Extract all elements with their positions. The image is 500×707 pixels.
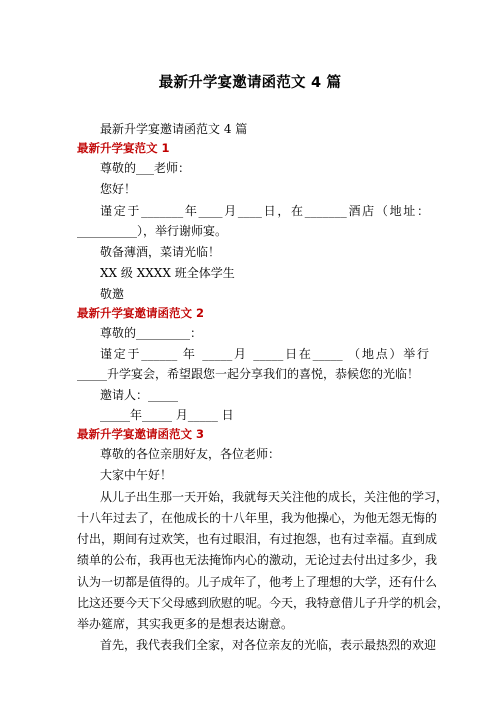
salutation: 尊敬的各位亲朋好友，各位老师：: [100, 447, 281, 461]
body-line: 付出，期间有过欢笑，也有过眼泪，有过抱怨，也有过幸福。直到成: [77, 532, 438, 546]
body-line: 谨定于_______年____月____日，在_______酒店（地址：: [100, 204, 429, 218]
greeting: 大家中午好！: [100, 468, 173, 482]
signature-line: 敬邀: [100, 287, 125, 301]
body-line: 比这还要今天下父母感到欣慰的呢。今天，我特意借儿子升学的机会，: [77, 596, 450, 610]
body-line: __________），举行谢师宴。: [77, 224, 228, 238]
salutation: 尊敬的_________：: [100, 326, 203, 340]
body-line: 首先，我代表我们全家，对各位亲友的光临，表示最热烈的欢迎: [100, 638, 437, 652]
document-title: 最新升学宴邀请函范文 4 篇: [158, 75, 342, 91]
intro-line: 最新升学宴邀请函范文 4 篇: [100, 122, 248, 136]
body-line: 敬备薄酒，菜请光临！: [100, 245, 221, 259]
inviter-line: 邀请人：_____: [100, 388, 179, 402]
body-line: 十八年过去了，在他成长的十八年里，我为他操心，为他无怨无悔的: [77, 511, 438, 525]
body-line: 认为一切都是值得的。儿子成年了，他考上了理想的大学，还有什么: [77, 575, 438, 589]
section-heading-1: 最新升学宴范文 1: [77, 141, 170, 155]
greeting: 您好！: [100, 182, 137, 196]
body-line: 从儿子出生那一天开始，我就每天关注他的成长，关注他的学习，: [100, 490, 449, 504]
salutation: 尊敬的___老师：: [100, 161, 191, 175]
body-line: _____升学宴会，希望跟您一起分享我们的喜悦，恭候您的光临！: [77, 367, 420, 381]
section-heading-2: 最新升学宴邀请函范文 2: [77, 306, 205, 320]
body-line: 绩单的公布，我再也无法掩饰内心的激动，无论过去付出过多少，我: [77, 553, 438, 567]
body-line: 谨定于______ 年 _____月 _____日在_____ （地点）举行: [100, 347, 429, 361]
date-line: _____年_____ 月_____ 日: [100, 408, 234, 422]
body-line: 举办筵席，其实我更多的是想表达谢意。: [77, 617, 294, 631]
section-heading-3: 最新升学宴邀请函范文 3: [77, 427, 205, 441]
signature-line: XX 级 XXXX 班全体学生: [100, 266, 235, 280]
